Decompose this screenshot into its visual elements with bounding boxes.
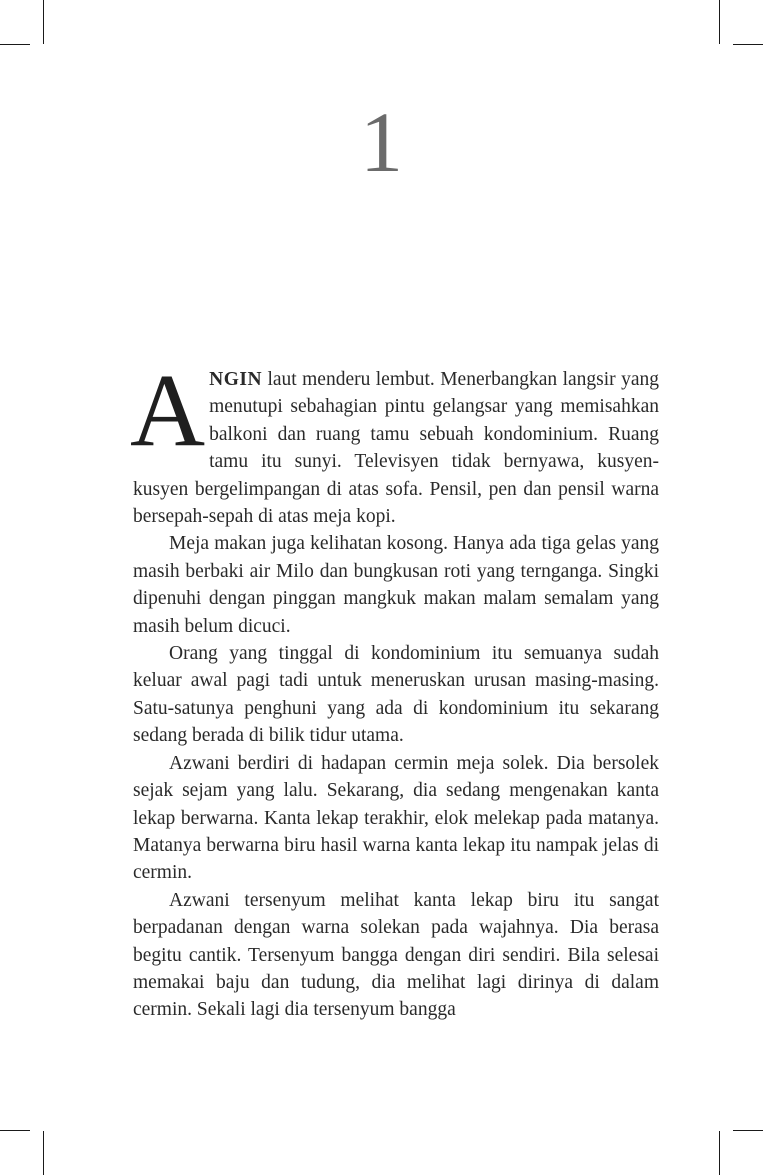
paragraph-2: Meja makan juga kelihatan kosong. Hanya ada tiga gelas yang masih berbaki air Milo dan bungkusan roti yang ternganga. Singki dipenuhi dengan pinggan mangkuk makan malam semalam yang masih belum dicuci. xyxy=(133,533,659,637)
crop-mark-top-right-vertical xyxy=(719,0,720,44)
crop-mark-bottom-right-vertical xyxy=(719,1131,720,1175)
paragraph-4: Azwani berdiri di hadapan cermin meja solek. Dia bersolek sejak sejam yang lalu. Sekarang, dia sedang mengenakan kanta lekap berwarna. Kanta lekap terakhir, elok melekap pada matanya. Matanya berwarna biru hasil warna kanta lekap itu nampak jelas di cermin. xyxy=(133,752,659,884)
paragraph-3: Orang yang tinggal di kondominium itu semuanya sudah keluar awal pagi tadi untuk meneruskan urusan masing-masing. Satu-satunya penghuni yang ada di kondominium itu sekarang sedang berada di bilik tidur utama. xyxy=(133,643,659,747)
crop-mark-bottom-left-vertical xyxy=(43,1131,44,1175)
paragraph-1 xyxy=(130,353,659,530)
paragraph-1-text: laut menderu lembut. Menerbangkan langsir yang menutupi sebahagian pintu gelangsar yang memisahkan balkoni dan ruang tamu sebuah kondominium. Ruang tamu itu sunyi. Televisyen tidak bernyawa, kusyen-kusyen bergelimpangan di atas sofa. Pensil, pen dan pensil warna bersepah-sepah di atas meja kopi. xyxy=(133,369,659,528)
crop-mark-top-left-horizontal xyxy=(0,44,30,45)
paragraph-5: Azwani tersenyum melihat kanta lekap biru itu sangat berpadanan dengan warna solekan pada wajahnya. Dia berasa begitu cantik. Tersenyum bangga dengan diri sendiri. Bila selesai memakai baju dan tudung, dia melihat lagi dirinya di dalam cermin. Sekali lagi dia tersenyum bangga xyxy=(133,889,659,1021)
drop-cap: A xyxy=(130,353,206,468)
crop-mark-top-right-horizontal xyxy=(733,44,763,45)
crop-mark-bottom-left-horizontal xyxy=(0,1130,30,1131)
chapter-number: 1 xyxy=(360,94,403,190)
lead-word: NGIN xyxy=(209,369,263,390)
chapter-body xyxy=(130,353,659,1024)
crop-mark-bottom-right-horizontal xyxy=(733,1130,763,1131)
crop-mark-top-left-vertical xyxy=(43,0,44,44)
